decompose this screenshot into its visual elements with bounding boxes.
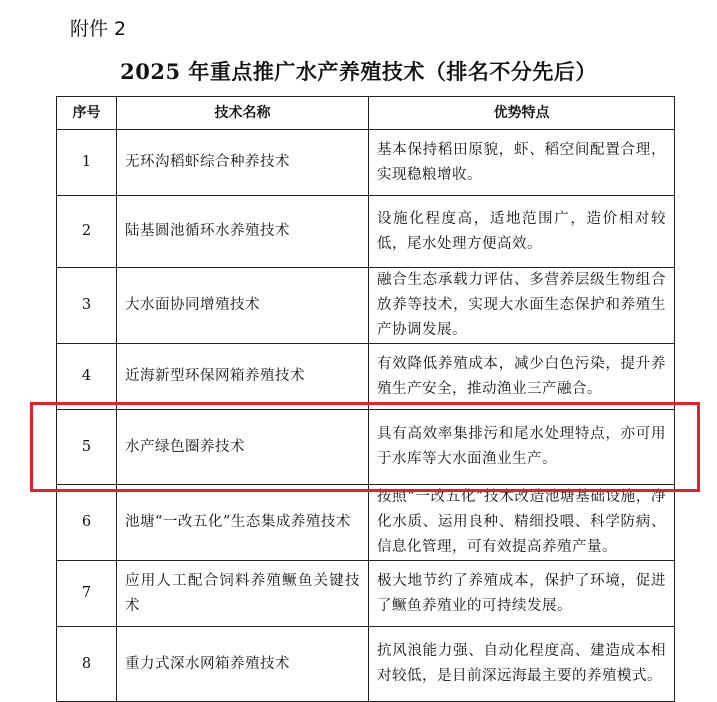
row-number: 2 <box>57 196 117 268</box>
row-tech-name: 水产绿色圈养技术 <box>117 410 369 485</box>
row-tech-name: 大水面协同增殖技术 <box>117 268 369 344</box>
row-tech-name: 重力式深水网箱养殖技术 <box>117 627 369 702</box>
table-row <box>57 130 675 196</box>
table-row <box>57 410 675 485</box>
table-header-row <box>57 97 675 130</box>
row-advantage: 有效降低养殖成本，减少白色污染，提升养殖生产安全，推动渔业三产融合。 <box>369 344 675 410</box>
row-number: 3 <box>57 268 117 344</box>
row-tech-name: 池塘“一改五化”生态集成养殖技术 <box>117 485 369 561</box>
row-advantage: 设施化程度高，适地范围广，造价相对较低，尾水处理方便高效。 <box>369 196 675 268</box>
table-row <box>57 561 675 627</box>
row-advantage: 基本保持稻田原貌，虾、稻空间配置合理，实现稳粮增收。 <box>369 130 675 196</box>
header-tech-name: 技术名称 <box>117 97 369 130</box>
row-tech-name: 无环沟稻虾综合种养技术 <box>117 130 369 196</box>
row-advantage: 融合生态承载力评估、多营养层级生物组合放养等技术，实现大水面生态保护和养殖生产协调发展。 <box>369 268 675 344</box>
header-number: 序号 <box>57 97 117 130</box>
table-row <box>57 268 675 344</box>
row-tech-name: 陆基圆池循环水养殖技术 <box>117 196 369 268</box>
row-number: 6 <box>57 485 117 561</box>
table-row <box>57 485 675 561</box>
row-advantage: 极大地节约了养殖成本，保护了环境，促进了鳜鱼养殖业的可持续发展。 <box>369 561 675 627</box>
row-advantage: 按照“一改五化”技术改造池塘基础设施，净化水质、运用良种、精细投喂、科学防病、信息化管理，可有效提高养殖产量。 <box>369 485 675 561</box>
row-number: 1 <box>57 130 117 196</box>
row-advantage: 具有高效率集排污和尾水处理特点，亦可用于水库等大水面渔业生产。 <box>369 410 675 485</box>
header-advantage: 优势特点 <box>369 97 675 130</box>
attachment-label: 附件 2 <box>70 18 127 40</box>
page-title: 2025 年重点推广水产养殖技术（排名不分先后） <box>120 59 597 84</box>
row-tech-name: 近海新型环保网箱养殖技术 <box>117 344 369 410</box>
row-advantage: 抗风浪能力强、自动化程度高、建造成本相对较低，是目前深远海最主要的养殖模式。 <box>369 627 675 702</box>
technology-table <box>56 96 675 702</box>
table-row <box>57 196 675 268</box>
row-tech-name: 应用人工配合饲料养殖鳜鱼关键技术 <box>117 561 369 627</box>
row-number: 5 <box>57 410 117 485</box>
row-number: 4 <box>57 344 117 410</box>
table-row <box>57 627 675 702</box>
table-row <box>57 344 675 410</box>
row-number: 8 <box>57 627 117 702</box>
row-number: 7 <box>57 561 117 627</box>
